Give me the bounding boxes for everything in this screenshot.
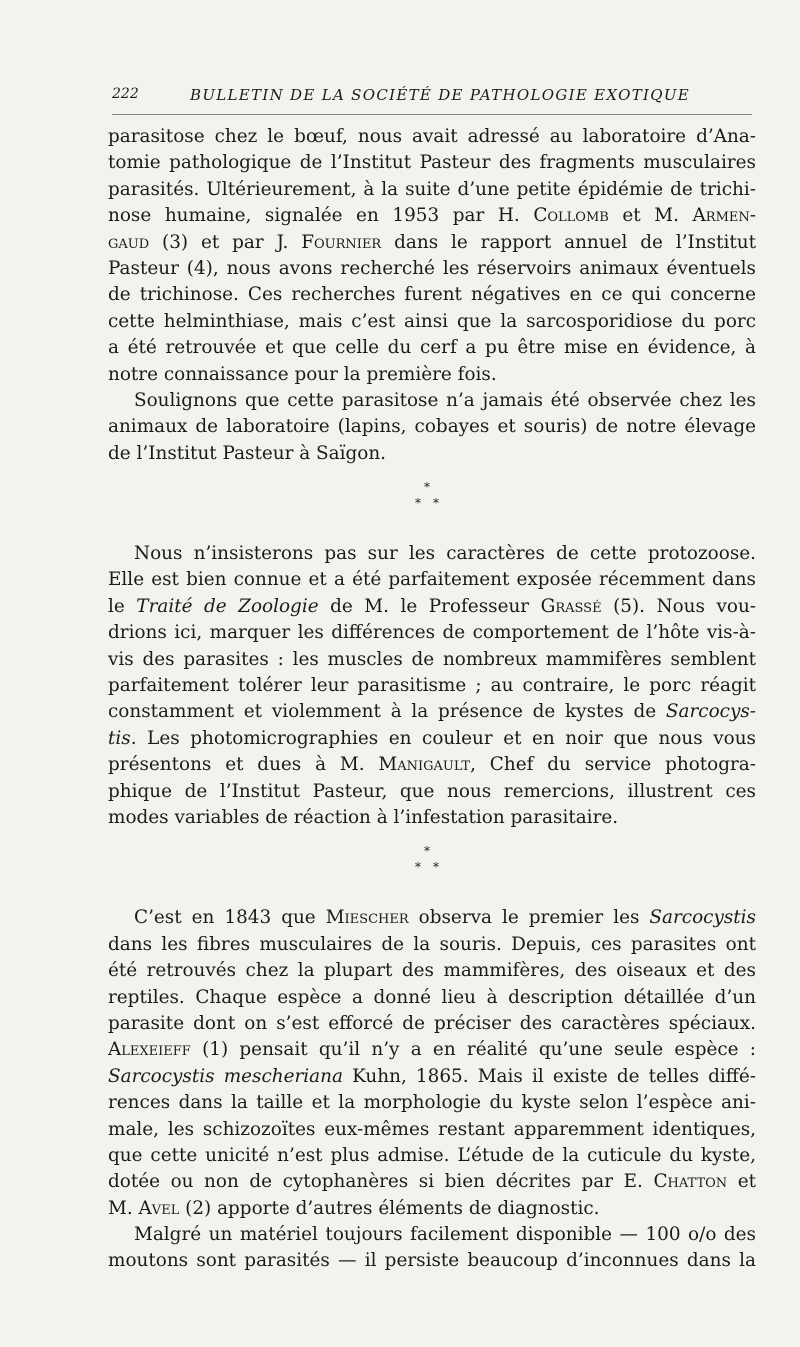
text-line: modes variables de réaction à l’infestation parasitaire. (108, 806, 619, 828)
text-line: drions ici, marquer les différences de comportement de l’hôte vis-à- (108, 622, 756, 644)
text-line: parasités. Ultérieurement, à la suite d’une petite épidémie de trichi- (108, 178, 756, 200)
author-name: Miescher (325, 907, 409, 929)
text-line: de trichinose. Ces recherches furent négatives en ce qui concerne (108, 284, 756, 306)
text-line: rences dans la taille et la morphologie du kyste selon l’espèce ani- (108, 1092, 756, 1114)
text-line: moutons sont parasités — il persiste beaucoup d’inconnues dans la (108, 1250, 756, 1272)
author-name: Grassé (540, 595, 602, 617)
asterism-star: * (433, 860, 439, 875)
text-line: vis des parasites : les muscles de nombreux mammifères semblent (108, 648, 756, 670)
text-line: parasite dont on s’est efforcé de préciser des caractères spéciaux. (108, 1012, 756, 1034)
paragraph (108, 1222, 756, 1275)
text-line: C’est en 1843 que Miescher observa le premier les Sarcocystis (134, 907, 756, 929)
text-line: M. Avel (2) apporte d’autres éléments de diagnostic. (108, 1197, 600, 1219)
text-line: le Traité de Zoologie de M. le Professeur Grassé (5). Nous vou- (108, 595, 756, 617)
text-line: Nous n’insisterons pas sur les caractères de cette protozoose. (134, 543, 756, 565)
text-line: parasitose chez le bœuf, nous avait adressé au laboratoire d’Ana- (108, 126, 756, 147)
text-line: a été retrouvée et que celle du cerf a pu être mise en évidence, à (108, 337, 756, 359)
asterism-star: * (424, 844, 430, 859)
text-line: cette helminthiase, mais c’est ainsi que la sarcosporidiose du porc (108, 310, 756, 332)
text-line: dotée ou non de cytophanères si bien décrites par E. Chatton et (108, 1171, 756, 1193)
paragraph (108, 388, 756, 467)
paragraph (108, 541, 756, 831)
running-header (112, 86, 752, 110)
section-separator (108, 841, 756, 881)
paragraph (108, 905, 756, 1222)
section-separator (108, 477, 756, 517)
text-line: Malgré un matériel toujours facilement disponible — 100 o/o des (134, 1224, 756, 1246)
running-title: BULLETIN DE LA SOCIÉTÉ DE PATHOLOGIE EXOTIQUE (190, 86, 691, 104)
text-line: été retrouvés chez la plupart des mammifères, des oiseaux et des (108, 960, 756, 982)
text-line: de l’Institut Pasteur à Saïgon. (108, 442, 387, 464)
author-name: Avel (138, 1197, 180, 1219)
text-line: gaud (3) et par J. Fournier dans le rapport annuel de l’Institut (108, 231, 756, 253)
text-line: Elle est bien connue et a été parfaitement exposée récemment dans (108, 569, 756, 591)
italic-term: Sarcocystis mescheriana (108, 1065, 343, 1087)
text-line: présentons et dues à M. Manigault, Chef du service photogra- (108, 754, 756, 776)
text-line: Sarcocystis mescheriana Kuhn, 1865. Mais il existe de telles diffé- (108, 1065, 756, 1087)
text-line: notre connaissance pour la première fois. (108, 363, 497, 385)
text-line: Soulignons que cette parasitose n’a jamais été observée chez les (134, 389, 756, 411)
text-line: tomie pathologique de l’Institut Pasteur des fragments musculaires (108, 152, 756, 174)
asterism-star: * (433, 496, 439, 511)
text-line: parfaitement tolérer leur parasitisme ; au contraire, le porc réagit (108, 675, 756, 697)
asterism-star: * (424, 480, 430, 495)
author-name: Armen- (692, 205, 756, 227)
italic-term: Sarcocystis (649, 907, 756, 929)
text-line: Pasteur (4), nous avons recherché les réservoirs animaux éventuels (108, 257, 756, 279)
header-rule (112, 114, 752, 115)
author-name: Fournier (301, 231, 382, 253)
text-line: nose humaine, signalée en 1953 par H. Collomb et M. Armen- (108, 205, 756, 227)
italic-term: Traité de Zoologie (136, 595, 319, 617)
text-line: animaux de laboratoire (lapins, cobayes et souris) de notre élevage (108, 416, 756, 438)
author-name: Chatton (653, 1171, 728, 1193)
text-line: constamment et violemment à la présence de kystes de Sarcocys- (108, 701, 756, 723)
author-name: Collomb (533, 205, 609, 227)
author-name: Alexeieff (108, 1039, 191, 1061)
text-line: reptiles. Chaque espèce a donné lieu à description détaillée d’un (108, 986, 756, 1008)
text-line: dans les fibres musculaires de la souris. Depuis, ces parasites ont (108, 933, 756, 955)
article-body (108, 124, 756, 1275)
asterism-star: * (415, 496, 421, 511)
text-line: tis. Les photomicrographies en couleur et en noir que nous vous (108, 727, 756, 749)
page-number: 222 (112, 86, 139, 102)
text-line: phique de l’Institut Pasteur, que nous remercions, illustrent ces (108, 780, 756, 802)
italic-term: Sarcocys- (665, 701, 756, 723)
text-line: Alexeieff (1) pensait qu’il n’y a en réalité qu’une seule espèce : (108, 1039, 756, 1061)
text-line: que cette unicité n’est plus admise. L’étude de la cuticule du kyste, (108, 1144, 756, 1166)
asterism-star: * (415, 860, 421, 875)
italic-term: tis (108, 727, 131, 749)
text-line: male, les schizozoïtes eux-mêmes restant apparemment identiques, (108, 1118, 756, 1140)
author-name: gaud (108, 231, 150, 253)
paragraph (108, 124, 756, 388)
author-name: Manigault (378, 754, 471, 776)
